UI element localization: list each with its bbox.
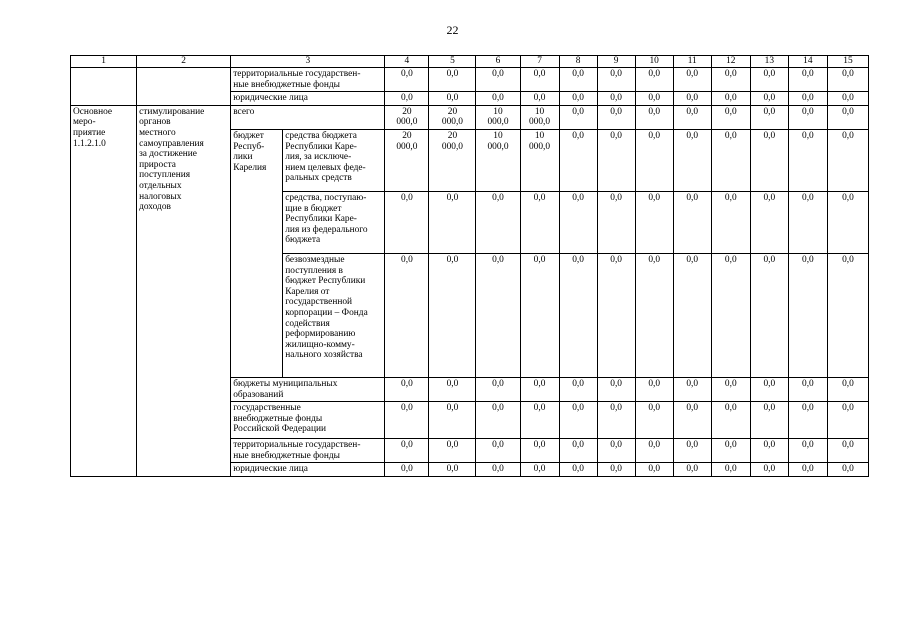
value-cell: 0,0	[750, 191, 788, 253]
value-cell: 0,0	[827, 129, 868, 191]
value-cell: 0,0	[597, 253, 635, 377]
value-cell: 0,0	[673, 92, 711, 106]
value-cell: 0,0	[385, 191, 429, 253]
value-cell: 0,0	[788, 463, 827, 477]
value-cell: 0,0	[711, 402, 750, 439]
value-cell: 0,0	[559, 68, 597, 92]
value-cell: 0,0	[385, 253, 429, 377]
column-number: 11	[673, 56, 711, 68]
value-cell: 0,0	[476, 92, 520, 106]
value-cell: 0,0	[559, 439, 597, 463]
source-label: бюджеты муниципальных образований	[231, 377, 385, 401]
value-cell: 0,0	[429, 92, 476, 106]
value-cell: 0,0	[520, 68, 559, 92]
value-cell: 0,0	[597, 463, 635, 477]
measure-code: Основное меро- приятие 1.1.2.1.0	[71, 105, 137, 476]
value-cell: 0,0	[827, 68, 868, 92]
value-cell: 0,0	[673, 105, 711, 129]
source-label: юридические лица	[231, 92, 385, 106]
value-cell: 0,0	[559, 377, 597, 401]
value-cell: 0,0	[559, 463, 597, 477]
value-cell: 0,0	[476, 439, 520, 463]
value-cell: 0,0	[788, 105, 827, 129]
budget-table	[70, 55, 869, 477]
value-cell: 0,0	[750, 463, 788, 477]
value-cell: 0,0	[597, 377, 635, 401]
value-cell: 0,0	[429, 253, 476, 377]
value-cell: 0,0	[788, 129, 827, 191]
measure-name: стимулирование органов местного самоуправления за достижение прироста поступления отдельных налоговых доходов	[137, 105, 231, 476]
value-cell: 0,0	[711, 377, 750, 401]
value-cell: 10 000,0	[476, 129, 520, 191]
value-cell: 0,0	[597, 92, 635, 106]
value-cell: 0,0	[520, 402, 559, 439]
value-cell: 0,0	[429, 68, 476, 92]
value-cell: 0,0	[597, 402, 635, 439]
column-number-row	[71, 56, 869, 68]
value-cell: 0,0	[827, 92, 868, 106]
value-cell: 0,0	[385, 463, 429, 477]
value-cell: 0,0	[827, 402, 868, 439]
value-cell: 0,0	[750, 92, 788, 106]
value-cell: 0,0	[385, 377, 429, 401]
value-cell: 0,0	[673, 191, 711, 253]
value-cell: 0,0	[711, 129, 750, 191]
value-cell: 0,0	[635, 463, 673, 477]
value-cell: 0,0	[635, 439, 673, 463]
column-number: 10	[635, 56, 673, 68]
value-cell: 0,0	[827, 377, 868, 401]
value-cell: 0,0	[673, 377, 711, 401]
value-cell: 0,0	[559, 92, 597, 106]
value-cell: 0,0	[827, 439, 868, 463]
value-cell: 10 000,0	[520, 105, 559, 129]
value-cell: 0,0	[597, 129, 635, 191]
value-cell: 0,0	[635, 129, 673, 191]
page-number: 22	[446, 23, 459, 37]
value-cell: 0,0	[788, 253, 827, 377]
value-cell: 0,0	[385, 402, 429, 439]
column-number: 7	[520, 56, 559, 68]
column-number: 9	[597, 56, 635, 68]
value-cell: 0,0	[711, 92, 750, 106]
value-cell: 0,0	[673, 439, 711, 463]
value-cell: 0,0	[827, 253, 868, 377]
value-cell: 0,0	[788, 92, 827, 106]
value-cell: 0,0	[385, 68, 429, 92]
value-cell: 0,0	[673, 463, 711, 477]
value-cell: 0,0	[750, 439, 788, 463]
value-cell: 0,0	[711, 68, 750, 92]
value-cell: 0,0	[711, 253, 750, 377]
column-number: 2	[137, 56, 231, 68]
value-cell: 0,0	[385, 439, 429, 463]
value-cell: 0,0	[673, 68, 711, 92]
value-cell: 0,0	[429, 377, 476, 401]
value-cell: 0,0	[788, 439, 827, 463]
column-number: 1	[71, 56, 137, 68]
value-cell: 0,0	[520, 377, 559, 401]
value-cell: 0,0	[429, 439, 476, 463]
value-cell: 0,0	[520, 439, 559, 463]
source-label: всего	[231, 105, 385, 129]
column-number: 13	[750, 56, 788, 68]
value-cell: 0,0	[750, 129, 788, 191]
value-cell: 0,0	[788, 402, 827, 439]
value-cell: 0,0	[635, 68, 673, 92]
source-label: юридические лица	[231, 463, 385, 477]
value-cell: 0,0	[750, 105, 788, 129]
value-cell: 0,0	[635, 92, 673, 106]
value-cell: 0,0	[750, 253, 788, 377]
value-cell: 0,0	[788, 377, 827, 401]
value-cell: 0,0	[559, 402, 597, 439]
source-label: средства бюджета Республики Каре- лия, за исключе- нием целевых феде- ральных средств	[283, 129, 385, 191]
value-cell: 0,0	[597, 68, 635, 92]
value-cell: 0,0	[635, 105, 673, 129]
value-cell: 0,0	[476, 191, 520, 253]
value-cell: 0,0	[597, 105, 635, 129]
value-cell: 20 000,0	[429, 105, 476, 129]
value-cell: 0,0	[429, 402, 476, 439]
column-number: 6	[476, 56, 520, 68]
value-cell: 0,0	[597, 439, 635, 463]
value-cell: 0,0	[788, 68, 827, 92]
value-cell: 0,0	[711, 191, 750, 253]
column-number: 8	[559, 56, 597, 68]
value-cell: 0,0	[520, 463, 559, 477]
value-cell: 0,0	[711, 105, 750, 129]
value-cell: 0,0	[476, 402, 520, 439]
column-number: 3	[231, 56, 385, 68]
value-cell: 0,0	[827, 105, 868, 129]
column-number: 4	[385, 56, 429, 68]
source-label: территориальные государствен- ные внебюджетные фонды	[231, 68, 385, 92]
value-cell: 0,0	[385, 92, 429, 106]
value-cell: 0,0	[476, 253, 520, 377]
value-cell: 0,0	[559, 253, 597, 377]
value-cell: 0,0	[520, 191, 559, 253]
empty-cell	[137, 68, 231, 106]
value-cell: 20 000,0	[429, 129, 476, 191]
source-label: государственные внебюджетные фонды Российской Федерации	[231, 402, 385, 439]
column-number: 15	[827, 56, 868, 68]
column-number: 14	[788, 56, 827, 68]
value-cell: 0,0	[673, 129, 711, 191]
value-cell: 0,0	[476, 463, 520, 477]
source-label: средства, поступаю- щие в бюджет Республики Каре- лия из федерального бюджета	[283, 191, 385, 253]
source-label: безвозмездные поступления в бюджет Республики Карелия от государственной корпорации – Фонда содействия реформированию жилищно-комму- нального хозяйства	[283, 253, 385, 377]
value-cell: 0,0	[559, 191, 597, 253]
value-cell: 0,0	[476, 68, 520, 92]
table-row	[71, 68, 869, 92]
value-cell: 10 000,0	[520, 129, 559, 191]
value-cell: 0,0	[635, 377, 673, 401]
value-cell: 0,0	[520, 92, 559, 106]
value-cell: 0,0	[520, 253, 559, 377]
value-cell: 0,0	[429, 463, 476, 477]
value-cell: 0,0	[673, 253, 711, 377]
table-row	[71, 105, 869, 129]
value-cell: 0,0	[711, 439, 750, 463]
value-cell: 0,0	[429, 191, 476, 253]
value-cell: 0,0	[635, 191, 673, 253]
value-cell: 0,0	[476, 377, 520, 401]
source-label: территориальные государствен- ные внебюджетные фонды	[231, 439, 385, 463]
value-cell: 0,0	[827, 191, 868, 253]
value-cell: 10 000,0	[476, 105, 520, 129]
value-cell: 0,0	[827, 463, 868, 477]
value-cell: 0,0	[788, 191, 827, 253]
value-cell: 0,0	[559, 105, 597, 129]
value-cell: 0,0	[559, 129, 597, 191]
column-number: 5	[429, 56, 476, 68]
value-cell: 0,0	[635, 402, 673, 439]
column-number: 12	[711, 56, 750, 68]
value-cell: 0,0	[750, 402, 788, 439]
value-cell: 0,0	[750, 377, 788, 401]
value-cell: 0,0	[750, 68, 788, 92]
value-cell: 20 000,0	[385, 129, 429, 191]
value-cell: 20 000,0	[385, 105, 429, 129]
budget-rk-label: бюджет Респуб- лики Карелия	[231, 129, 283, 377]
empty-cell	[71, 68, 137, 106]
value-cell: 0,0	[635, 253, 673, 377]
value-cell: 0,0	[597, 191, 635, 253]
value-cell: 0,0	[673, 402, 711, 439]
value-cell: 0,0	[711, 463, 750, 477]
